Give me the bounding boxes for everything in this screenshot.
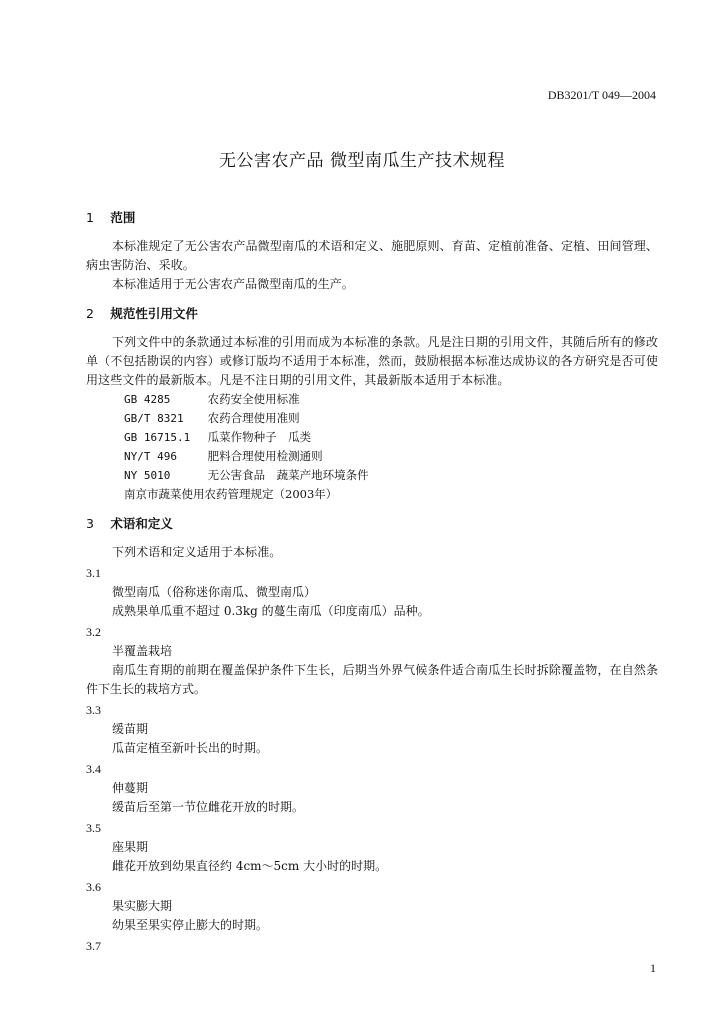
reference-item bbox=[124, 447, 658, 466]
term-definition: 南瓜生育期的前期在覆盖保护条件下生长，后期当外界气候条件适合南瓜生长时拆除覆盖物，在自然条件下生长的栽培方式。 bbox=[86, 663, 658, 696]
term-number: 3.4 bbox=[86, 762, 101, 776]
term-number: 3.2 bbox=[86, 625, 101, 639]
reference-name: 农药合理使用准则 bbox=[207, 411, 300, 425]
reference-item bbox=[124, 466, 658, 485]
term-number: 3.5 bbox=[86, 821, 101, 835]
standard-number: DB3201/T 049—2004 bbox=[547, 88, 656, 102]
reference-name: 瓜菜作物种子 瓜类 bbox=[207, 430, 312, 444]
term-name: 果实膨大期 bbox=[112, 899, 173, 913]
section-1-heading bbox=[86, 208, 658, 227]
reference-name: 南京市蔬菜使用农药管理规定（2003年） bbox=[124, 487, 338, 501]
section-title: 规范性引用文件 bbox=[110, 306, 198, 321]
section-title: 范围 bbox=[110, 210, 136, 225]
reference-list bbox=[86, 390, 658, 504]
reference-name: 农药安全使用标准 bbox=[207, 392, 300, 406]
term-definition: 瓜苗定植至新叶长出的时期。 bbox=[112, 741, 269, 755]
section-2-paragraph: 下列文件中的条款通过本标准的引用而成为本标准的条款。凡是注日期的引用文件，其随后所有的修改单（不包括勘误的内容）或修订版均不适用于本标准，然而，鼓励根据本标准达成协议的各方研究是否可使用这些文件的最新版本。凡是不注日期的引用文件，其最新版本适用于本标准。 bbox=[86, 335, 658, 387]
section-number: 2 bbox=[86, 306, 94, 321]
term-definition: 成熟果单瓜重不超过 0.3kg 的蔓生南瓜（印度南瓜）品种。 bbox=[112, 604, 430, 618]
reference-code: GB 4285 bbox=[124, 393, 171, 406]
reference-item bbox=[124, 409, 658, 428]
section-1-paragraph: 本标准规定了无公害农产品微型南瓜的术语和定义、施肥原则、育苗、定植前准备、定植、田间管理、病虫害防治、采收。 bbox=[86, 239, 658, 272]
term-name: 伸蔓期 bbox=[112, 781, 149, 795]
term-definition: 幼果至果实停止膨大的时期。 bbox=[112, 918, 269, 932]
reference-item bbox=[124, 390, 658, 409]
document-body bbox=[86, 208, 658, 956]
term-number: 3.7 bbox=[86, 939, 101, 953]
term-name: 座果期 bbox=[112, 840, 149, 854]
reference-code: NY 5010 bbox=[124, 469, 171, 482]
section-number: 3 bbox=[86, 516, 94, 531]
term-name: 微型南瓜（俗称迷你南瓜、微型南瓜） bbox=[112, 585, 317, 599]
term-definition: 缓苗后至第一节位雌花开放的时期。 bbox=[112, 800, 305, 814]
reference-item bbox=[124, 428, 658, 447]
section-1-paragraph: 本标准适用于无公害农产品微型南瓜的生产。 bbox=[112, 277, 355, 291]
term-number: 3.1 bbox=[86, 566, 101, 580]
reference-code: GB 16715.1 bbox=[124, 431, 191, 444]
term-number: 3.6 bbox=[86, 880, 101, 894]
reference-name: 肥料合理使用检测通则 bbox=[207, 449, 323, 463]
term-name: 缓苗期 bbox=[112, 722, 149, 736]
reference-code: NY/T 496 bbox=[124, 450, 177, 463]
term-definition: 雌花开放到幼果直径约 4cm～5cm 大小时的时期。 bbox=[112, 859, 388, 873]
document-title: 无公害农产品 微型南瓜生产技术规程 bbox=[219, 151, 505, 171]
term-name: 半覆盖栽培 bbox=[112, 644, 173, 658]
term-number: 3.3 bbox=[86, 703, 101, 717]
reference-name: 无公害食品 蔬菜产地环境条件 bbox=[207, 468, 369, 482]
reference-code: GB/T 8321 bbox=[124, 412, 184, 425]
section-title: 术语和定义 bbox=[110, 516, 173, 531]
reference-item bbox=[124, 485, 658, 504]
page-number: 1 bbox=[650, 961, 656, 975]
section-2-heading bbox=[86, 304, 658, 323]
section-3-heading bbox=[86, 514, 658, 533]
section-number: 1 bbox=[86, 210, 94, 225]
section-3-intro: 下列术语和定义适用于本标准。 bbox=[112, 545, 282, 559]
